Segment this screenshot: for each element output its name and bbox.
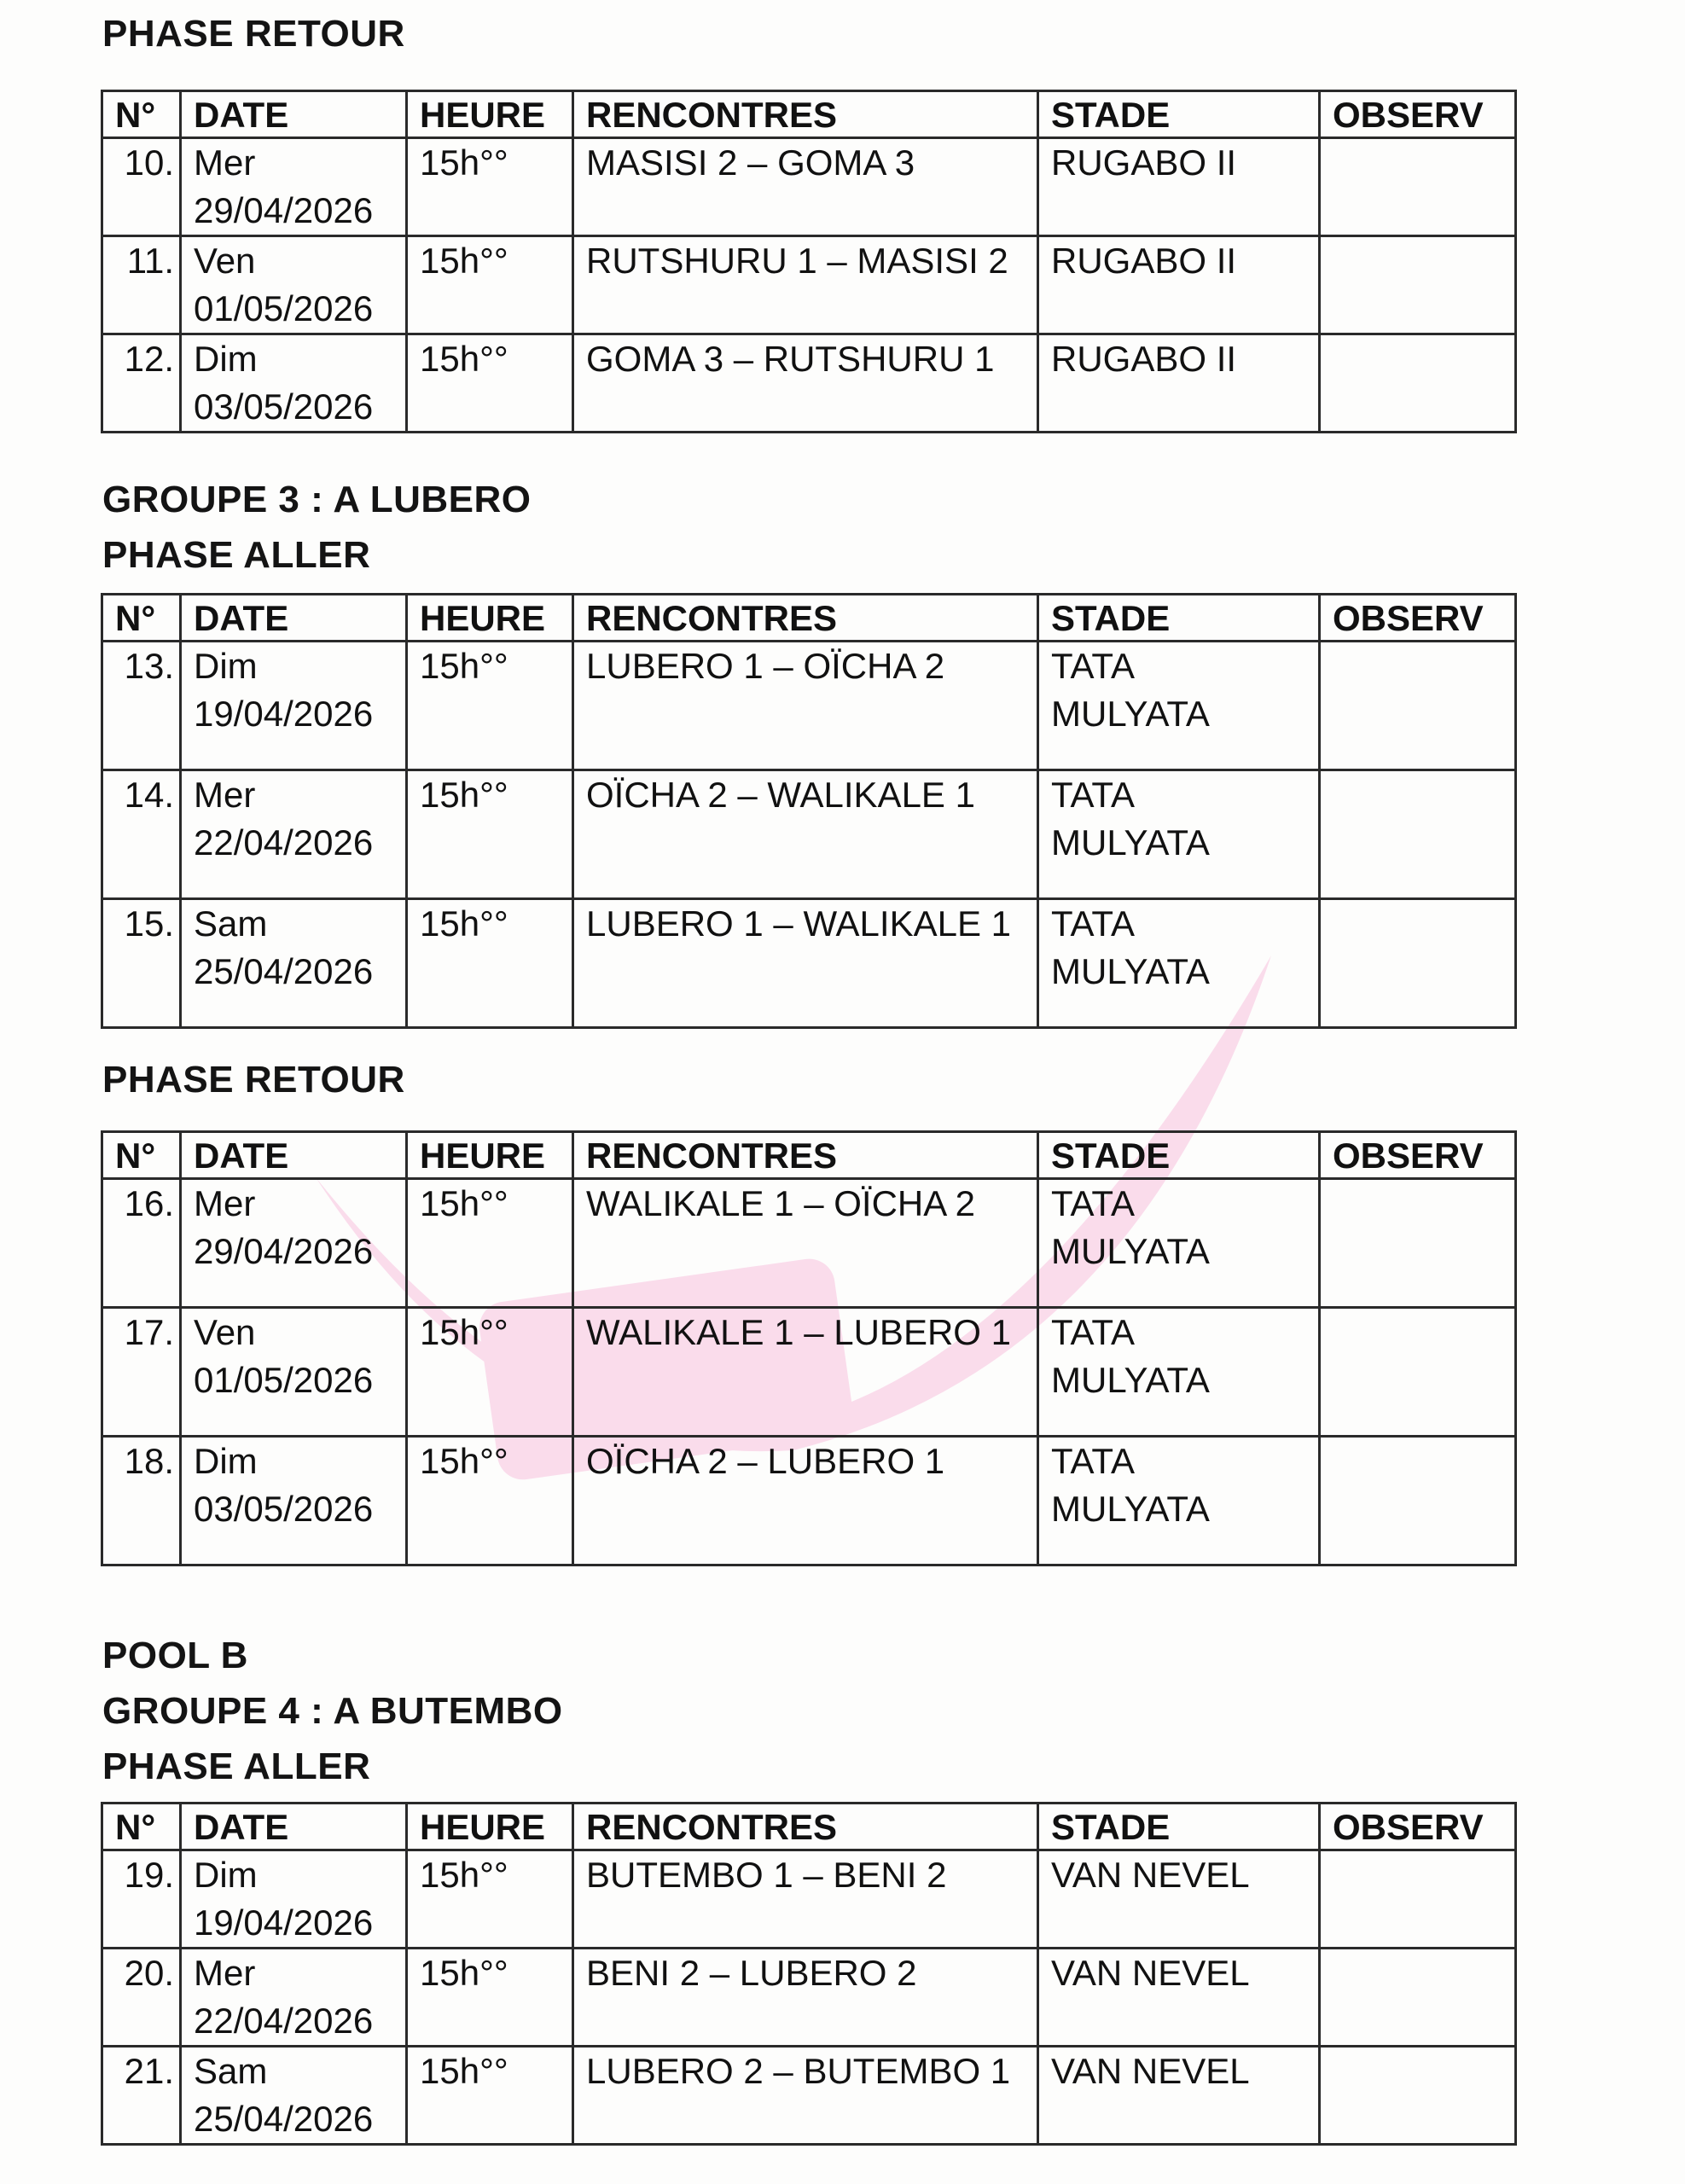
column-header-no: N° <box>102 1804 181 1850</box>
match-time: 15h°° <box>407 1949 573 2047</box>
match-fixture: LUBERO 1 – OÏCHA 2 <box>573 642 1038 770</box>
match-date <box>181 770 407 899</box>
column-header-rencontres: RENCONTRES <box>573 91 1038 138</box>
match-date-value: 01/05/2026 <box>194 288 374 328</box>
column-header-date: DATE <box>181 595 407 642</box>
schedule-table-phase-retour-group2 <box>101 90 1517 433</box>
stadium-line: MULYATA <box>1051 694 1210 734</box>
match-stadium <box>1038 1949 1320 2047</box>
match-fixture: LUBERO 2 – BUTEMBO 1 <box>573 2047 1038 2145</box>
match-stadium <box>1038 2047 1320 2145</box>
column-header-date: DATE <box>181 1804 407 1850</box>
match-observation <box>1320 1437 1516 1565</box>
match-date-value: 03/05/2026 <box>194 1489 374 1529</box>
column-header-stade: STADE <box>1038 595 1320 642</box>
table-row <box>102 642 1516 770</box>
match-observation <box>1320 1179 1516 1308</box>
match-date <box>181 899 407 1028</box>
stadium-line: MULYATA <box>1051 951 1210 991</box>
section-heading-phase-aller: PHASE ALLER <box>102 1745 371 1787</box>
match-time: 15h°° <box>407 642 573 770</box>
match-fixture: OÏCHA 2 – WALIKALE 1 <box>573 770 1038 899</box>
match-date-value: 29/04/2026 <box>194 190 374 230</box>
table-row <box>102 1949 1516 2047</box>
match-date <box>181 236 407 334</box>
match-observation <box>1320 1949 1516 2047</box>
stadium-line: RUGABO II <box>1051 339 1237 379</box>
column-header-observ: OBSERV <box>1320 1132 1516 1179</box>
match-date <box>181 1949 407 2047</box>
table-row <box>102 1179 1516 1308</box>
stadium-line: MULYATA <box>1051 822 1210 863</box>
match-fixture: WALIKALE 1 – LUBERO 1 <box>573 1308 1038 1437</box>
group-heading: GROUPE 4 : A BUTEMBO <box>102 1690 563 1732</box>
match-day: Ven <box>194 1312 256 1352</box>
match-stadium <box>1038 138 1320 236</box>
match-day: Sam <box>194 2051 268 2091</box>
column-header-heure: HEURE <box>407 1804 573 1850</box>
match-fixture: RUTSHURU 1 – MASISI 2 <box>573 236 1038 334</box>
column-header-observ: OBSERV <box>1320 1804 1516 1850</box>
match-observation <box>1320 2047 1516 2145</box>
match-number: 21. <box>102 2047 181 2145</box>
match-observation <box>1320 334 1516 433</box>
match-date-value: 19/04/2026 <box>194 1902 374 1943</box>
match-time: 15h°° <box>407 334 573 433</box>
match-fixture: BUTEMBO 1 – BENI 2 <box>573 1850 1038 1949</box>
match-stadium <box>1038 1308 1320 1437</box>
match-time: 15h°° <box>407 1437 573 1565</box>
match-time: 15h°° <box>407 1850 573 1949</box>
section-heading-phase-retour: PHASE RETOUR <box>102 13 405 55</box>
table-row <box>102 2047 1516 2145</box>
stadium-line: TATA <box>1051 775 1135 815</box>
match-date-value: 01/05/2026 <box>194 1360 374 1400</box>
match-fixture: LUBERO 1 – WALIKALE 1 <box>573 899 1038 1028</box>
match-date <box>181 334 407 433</box>
match-day: Dim <box>194 1441 258 1481</box>
match-fixture: GOMA 3 – RUTSHURU 1 <box>573 334 1038 433</box>
match-time: 15h°° <box>407 2047 573 2145</box>
stadium-line: TATA <box>1051 1441 1135 1481</box>
stadium-line: TATA <box>1051 1312 1135 1352</box>
column-header-stade: STADE <box>1038 1132 1320 1179</box>
stadium-line: RUGABO II <box>1051 241 1237 281</box>
stadium-line: MULYATA <box>1051 1360 1210 1400</box>
match-date <box>181 138 407 236</box>
match-number: 11. <box>102 236 181 334</box>
section-heading-phase-aller: PHASE ALLER <box>102 534 371 576</box>
table-row <box>102 1308 1516 1437</box>
match-date <box>181 2047 407 2145</box>
match-fixture: OÏCHA 2 – LUBERO 1 <box>573 1437 1038 1565</box>
match-observation <box>1320 1308 1516 1437</box>
match-date-value: 22/04/2026 <box>194 822 374 863</box>
match-date <box>181 1437 407 1565</box>
match-fixture: BENI 2 – LUBERO 2 <box>573 1949 1038 2047</box>
match-number: 12. <box>102 334 181 433</box>
match-number: 14. <box>102 770 181 899</box>
match-date-value: 25/04/2026 <box>194 2099 374 2139</box>
stadium-line: VAN NEVEL <box>1051 1855 1250 1895</box>
match-date <box>181 1179 407 1308</box>
match-day: Mer <box>194 1953 256 1993</box>
match-date-value: 29/04/2026 <box>194 1231 374 1271</box>
match-date-value: 25/04/2026 <box>194 951 374 991</box>
pool-heading: POOL B <box>102 1635 248 1676</box>
match-number: 16. <box>102 1179 181 1308</box>
table-header-row <box>102 1804 1516 1850</box>
table-row <box>102 770 1516 899</box>
column-header-observ: OBSERV <box>1320 91 1516 138</box>
table-header-row <box>102 91 1516 138</box>
match-time: 15h°° <box>407 899 573 1028</box>
match-number: 10. <box>102 138 181 236</box>
match-stadium <box>1038 334 1320 433</box>
match-day: Mer <box>194 142 256 183</box>
match-time: 15h°° <box>407 138 573 236</box>
column-header-date: DATE <box>181 1132 407 1179</box>
match-number: 19. <box>102 1850 181 1949</box>
stadium-line: MULYATA <box>1051 1489 1210 1529</box>
match-date <box>181 1308 407 1437</box>
match-day: Ven <box>194 241 256 281</box>
column-header-no: N° <box>102 595 181 642</box>
match-fixture: MASISI 2 – GOMA 3 <box>573 138 1038 236</box>
column-header-heure: HEURE <box>407 91 573 138</box>
match-stadium <box>1038 1179 1320 1308</box>
match-day: Dim <box>194 339 258 379</box>
match-stadium <box>1038 770 1320 899</box>
section-heading-phase-retour: PHASE RETOUR <box>102 1059 405 1101</box>
match-day: Dim <box>194 646 258 686</box>
stadium-line: MULYATA <box>1051 1231 1210 1271</box>
match-number: 20. <box>102 1949 181 2047</box>
stadium-line: TATA <box>1051 646 1135 686</box>
table-header-row <box>102 595 1516 642</box>
match-date <box>181 1850 407 1949</box>
table-row <box>102 899 1516 1028</box>
match-number: 13. <box>102 642 181 770</box>
column-header-observ: OBSERV <box>1320 595 1516 642</box>
table-row <box>102 334 1516 433</box>
match-observation <box>1320 1850 1516 1949</box>
match-day: Dim <box>194 1855 258 1895</box>
stadium-line: VAN NEVEL <box>1051 2051 1250 2091</box>
table-row <box>102 1437 1516 1565</box>
table-row <box>102 138 1516 236</box>
match-time: 15h°° <box>407 1308 573 1437</box>
column-header-heure: HEURE <box>407 1132 573 1179</box>
match-stadium <box>1038 1437 1320 1565</box>
match-stadium <box>1038 899 1320 1028</box>
column-header-stade: STADE <box>1038 1804 1320 1850</box>
column-header-rencontres: RENCONTRES <box>573 1804 1038 1850</box>
column-header-stade: STADE <box>1038 91 1320 138</box>
table-row <box>102 236 1516 334</box>
match-observation <box>1320 899 1516 1028</box>
match-stadium <box>1038 642 1320 770</box>
match-number: 15. <box>102 899 181 1028</box>
column-header-rencontres: RENCONTRES <box>573 595 1038 642</box>
column-header-rencontres: RENCONTRES <box>573 1132 1038 1179</box>
match-day: Mer <box>194 1183 256 1223</box>
match-time: 15h°° <box>407 770 573 899</box>
match-number: 18. <box>102 1437 181 1565</box>
match-time: 15h°° <box>407 1179 573 1308</box>
stadium-line: TATA <box>1051 903 1135 944</box>
schedule-table-phase-retour-group3 <box>101 1130 1517 1566</box>
match-day: Sam <box>194 903 268 944</box>
match-date <box>181 642 407 770</box>
match-number: 17. <box>102 1308 181 1437</box>
match-stadium <box>1038 236 1320 334</box>
table-header-row <box>102 1132 1516 1179</box>
match-date-value: 19/04/2026 <box>194 694 374 734</box>
match-observation <box>1320 236 1516 334</box>
group-heading: GROUPE 3 : A LUBERO <box>102 479 532 520</box>
match-observation <box>1320 770 1516 899</box>
stadium-line: VAN NEVEL <box>1051 1953 1250 1993</box>
match-observation <box>1320 138 1516 236</box>
match-observation <box>1320 642 1516 770</box>
match-date-value: 03/05/2026 <box>194 386 374 427</box>
schedule-table-phase-aller-group4 <box>101 1802 1517 2146</box>
column-header-date: DATE <box>181 91 407 138</box>
column-header-heure: HEURE <box>407 595 573 642</box>
column-header-no: N° <box>102 91 181 138</box>
column-header-no: N° <box>102 1132 181 1179</box>
match-time: 15h°° <box>407 236 573 334</box>
match-fixture: WALIKALE 1 – OÏCHA 2 <box>573 1179 1038 1308</box>
stadium-line: RUGABO II <box>1051 142 1237 183</box>
schedule-table-phase-aller-group3 <box>101 593 1517 1029</box>
match-date-value: 22/04/2026 <box>194 2001 374 2041</box>
match-stadium <box>1038 1850 1320 1949</box>
table-row <box>102 1850 1516 1949</box>
stadium-line: TATA <box>1051 1183 1135 1223</box>
match-day: Mer <box>194 775 256 815</box>
